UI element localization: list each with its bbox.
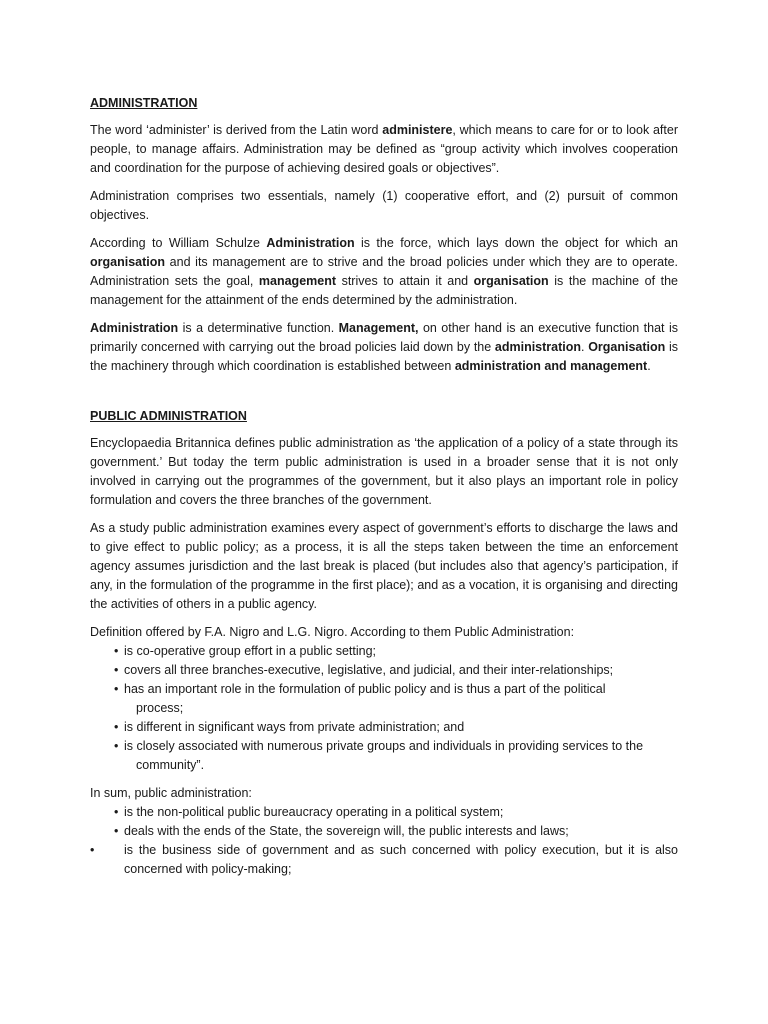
list-item: • deals with the ends of the State, the sovereign will, the public interests and laws; [114,822,678,841]
paragraph-determinative-function: Administration is a determinative function. Management, on other hand is an executive function that is primarily concerned with carrying out the broad policies laid down by the administration. Organisation is the machinery through which coordination is established between administration and management. [90,321,678,373]
paragraph-schulze: According to William Schulze Administration is the force, which lays down the object for which an organisation and its management are to strive and the broad policies under which they are to operate. Administration sets the goal, management strives to attain it and organisation is the machine of the management for the attainment of the ends determined by the administration. [90,236,678,307]
heading-administration: ADMINISTRATION [90,96,198,110]
paragraph-study-process-vocation: As a study public administration examines every aspect of government’s efforts to discharge the laws and to give effect to public policy; as a process, it is all the steps taken between the time an enforcement agency assumes jurisdiction and the last break is placed (but includes also that agency’s participation, if any, in the formulation of the programme in the first place); and as a vocation, it is organising and directing the activities of others in a public agency. [90,521,678,611]
heading-public-administration: PUBLIC ADMINISTRATION [90,409,247,423]
in-sum-list [90,803,678,879]
list-item: • covers all three branches-executive, legislative, and judicial, and their inter-relationships; [114,661,678,680]
list-item: • is different in significant ways from private administration; and [114,718,678,737]
list-item: • is co-operative group effort in a public setting; [114,642,678,661]
paragraph-administration-essentials: Administration comprises two essentials, namely (1) cooperative effort, and (2) pursuit of common objectives. [90,189,678,222]
section-spacer [90,385,678,407]
nigro-definition-list [90,642,678,775]
nigro-definition-intro: Definition offered by F.A. Nigro and L.G. Nigro. According to them Public Administration: [90,625,575,639]
list-item: • is the non-political public bureaucracy operating in a political system; [114,803,678,822]
paragraph-britannica: Encyclopaedia Britannica defines public administration as ‘the application of a policy of a state through its government.’ But today the term public administration is used in a broader sense that it is not only involved in carrying out the programmes of the government, but it also plays an important role in policy formulation and covers the three branches of the government. [90,436,678,507]
list-item: • is the business side of government and as such concerned with policy execution, but it is also concerned with policy-making; [90,841,678,879]
list-item: • is closely associated with numerous private groups and individuals in providing services to the community”. [114,737,678,775]
in-sum-intro: In sum, public administration: [90,786,252,800]
paragraph-administration-definition: The word ‘administer’ is derived from the Latin word administere, which means to care for or to look after people, to manage affairs. Administration may be defined as “group activity which involves cooperation and coordination for the purpose of achieving desired goals or objectives”. [90,123,678,175]
list-item: • has an important role in the formulation of public policy and is thus a part of the political process; [114,680,678,718]
